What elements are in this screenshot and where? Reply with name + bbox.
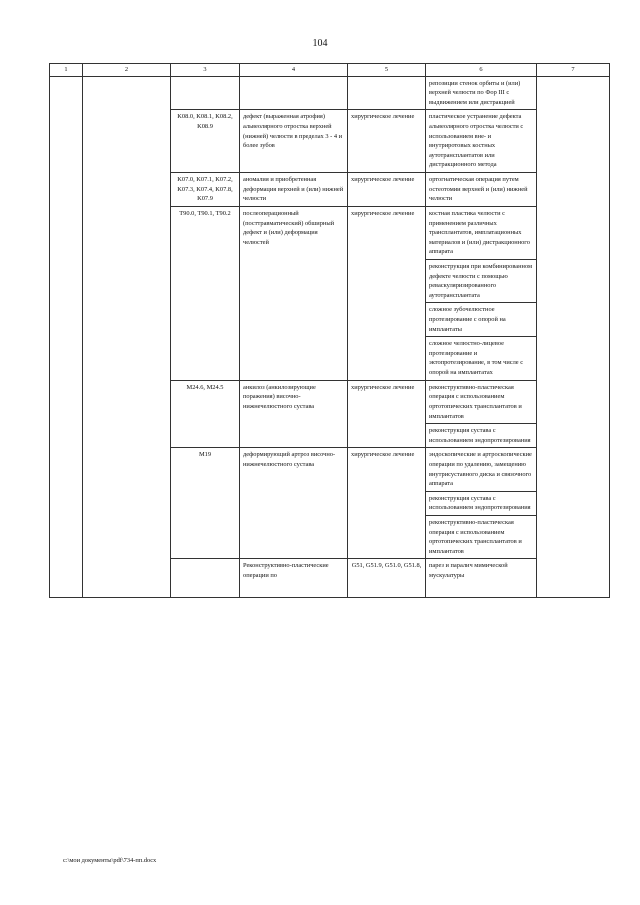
name-cell bbox=[83, 76, 171, 598]
method-cell: реконструктивно-пластическая операция с использованием ортотопических трансплантатов и имплантатов bbox=[426, 515, 537, 558]
table-row bbox=[50, 76, 610, 110]
method-cell: ортогнатическая операция путем остеотомии верхней и (или) нижней челюсти bbox=[426, 173, 537, 207]
treatment-cell: хирургическое лечение bbox=[348, 206, 426, 380]
method-cell: пластическое устранение дефекта альвеолярного отростка челюсти с использованием вне- и внутриротовых костных аутотрансплантатов или дистракционного метода bbox=[426, 110, 537, 173]
method-cell: костная пластика челюсти с применением различных трансплантатов, имплатационных материалов и (или) дистракционного аппарата bbox=[426, 206, 537, 259]
method-cell: эндоскопические и артроскопические операции по удалению, замещению внутрисуставного диска и связочного аппарата bbox=[426, 448, 537, 491]
treatment-cell: хирургическое лечение bbox=[348, 448, 426, 559]
model-cell: аномалия и приобретенная деформация верхней и (или) нижней челюсти bbox=[240, 173, 348, 207]
column-header: 4 bbox=[240, 64, 348, 77]
column-header: 3 bbox=[171, 64, 240, 77]
model-cell: послеоперационный (посттравматический) обширный дефект и (или) деформация челюстей bbox=[240, 206, 348, 380]
method-cell: реконструктивно-пластическая операция с использованием ортотопических трансплантатов и имплантатов bbox=[426, 380, 537, 423]
model-cell: парез и паралич мимической мускулатуры bbox=[426, 559, 537, 598]
model-cell bbox=[240, 76, 348, 110]
treatment-cell: хирургическое лечение bbox=[348, 173, 426, 207]
footer-file-path: c:\мои документы\pdf\734-пп.docx bbox=[63, 857, 157, 864]
method-cell: репозиции стенок орбиты и (или) верхней челюсти по Фор III с выдвижением или дистракцией bbox=[426, 76, 537, 110]
model-cell: анкилоз (анкилозирующие поражения) височно-нижнечелюстного сустава bbox=[240, 380, 348, 448]
method-cell: реконструкция при комбинированном дефекте челюсти с помощью реваскуляризированного аутотрансплантата bbox=[426, 259, 537, 302]
column-header: 5 bbox=[348, 64, 426, 77]
method-cell: сложное челюстно-лицевое протезирование и эктопротезирование, в том числе с опорой на имплантатах bbox=[426, 337, 537, 380]
medical-care-table bbox=[49, 63, 610, 598]
column-header: 7 bbox=[537, 64, 610, 77]
treatment-cell: хирургическое лечение bbox=[348, 380, 426, 448]
treatment-cell: хирургическое лечение bbox=[348, 110, 426, 173]
method-cell: реконструкция сустава с использованием эндопротезирования bbox=[426, 424, 537, 448]
method-cell: сложное зубочелюстное протезирование с опорой на имплантаты bbox=[426, 303, 537, 337]
treatment-cell bbox=[348, 76, 426, 110]
number-cell bbox=[171, 559, 240, 598]
name-cell: Реконструктивно-пластические операции по bbox=[240, 559, 348, 598]
codes-cell: G51, G51.9, G51.0, G51.8, bbox=[348, 559, 426, 598]
codes-cell: M19 bbox=[171, 448, 240, 559]
model-cell: дефект (выраженная атрофия) альвеолярного отростка верхней (нижней) челюсти в пределах 3 - 4 и более зубов bbox=[240, 110, 348, 173]
codes-cell: M24.6, M24.5 bbox=[171, 380, 240, 448]
column-header: 1 bbox=[50, 64, 83, 77]
page-number: 104 bbox=[312, 38, 328, 49]
column-header: 2 bbox=[83, 64, 171, 77]
codes-cell bbox=[171, 76, 240, 110]
codes-cell: T90.0, T90.1, T90.2 bbox=[171, 206, 240, 380]
model-cell: деформирующий артроз височно-нижнечелюстного сустава bbox=[240, 448, 348, 559]
column-header: 6 bbox=[426, 64, 537, 77]
norm-cell bbox=[537, 76, 610, 598]
header-row bbox=[50, 64, 610, 77]
codes-cell: K07.0, K07.1, K07.2, K07.3, K07.4, K07.8, K07.9 bbox=[171, 173, 240, 207]
method-cell: реконструкция сустава с использованием эндопротезирования bbox=[426, 491, 537, 515]
number-cell bbox=[50, 76, 83, 598]
codes-cell: K08.0, K08.1, K08.2, K08.9 bbox=[171, 110, 240, 173]
